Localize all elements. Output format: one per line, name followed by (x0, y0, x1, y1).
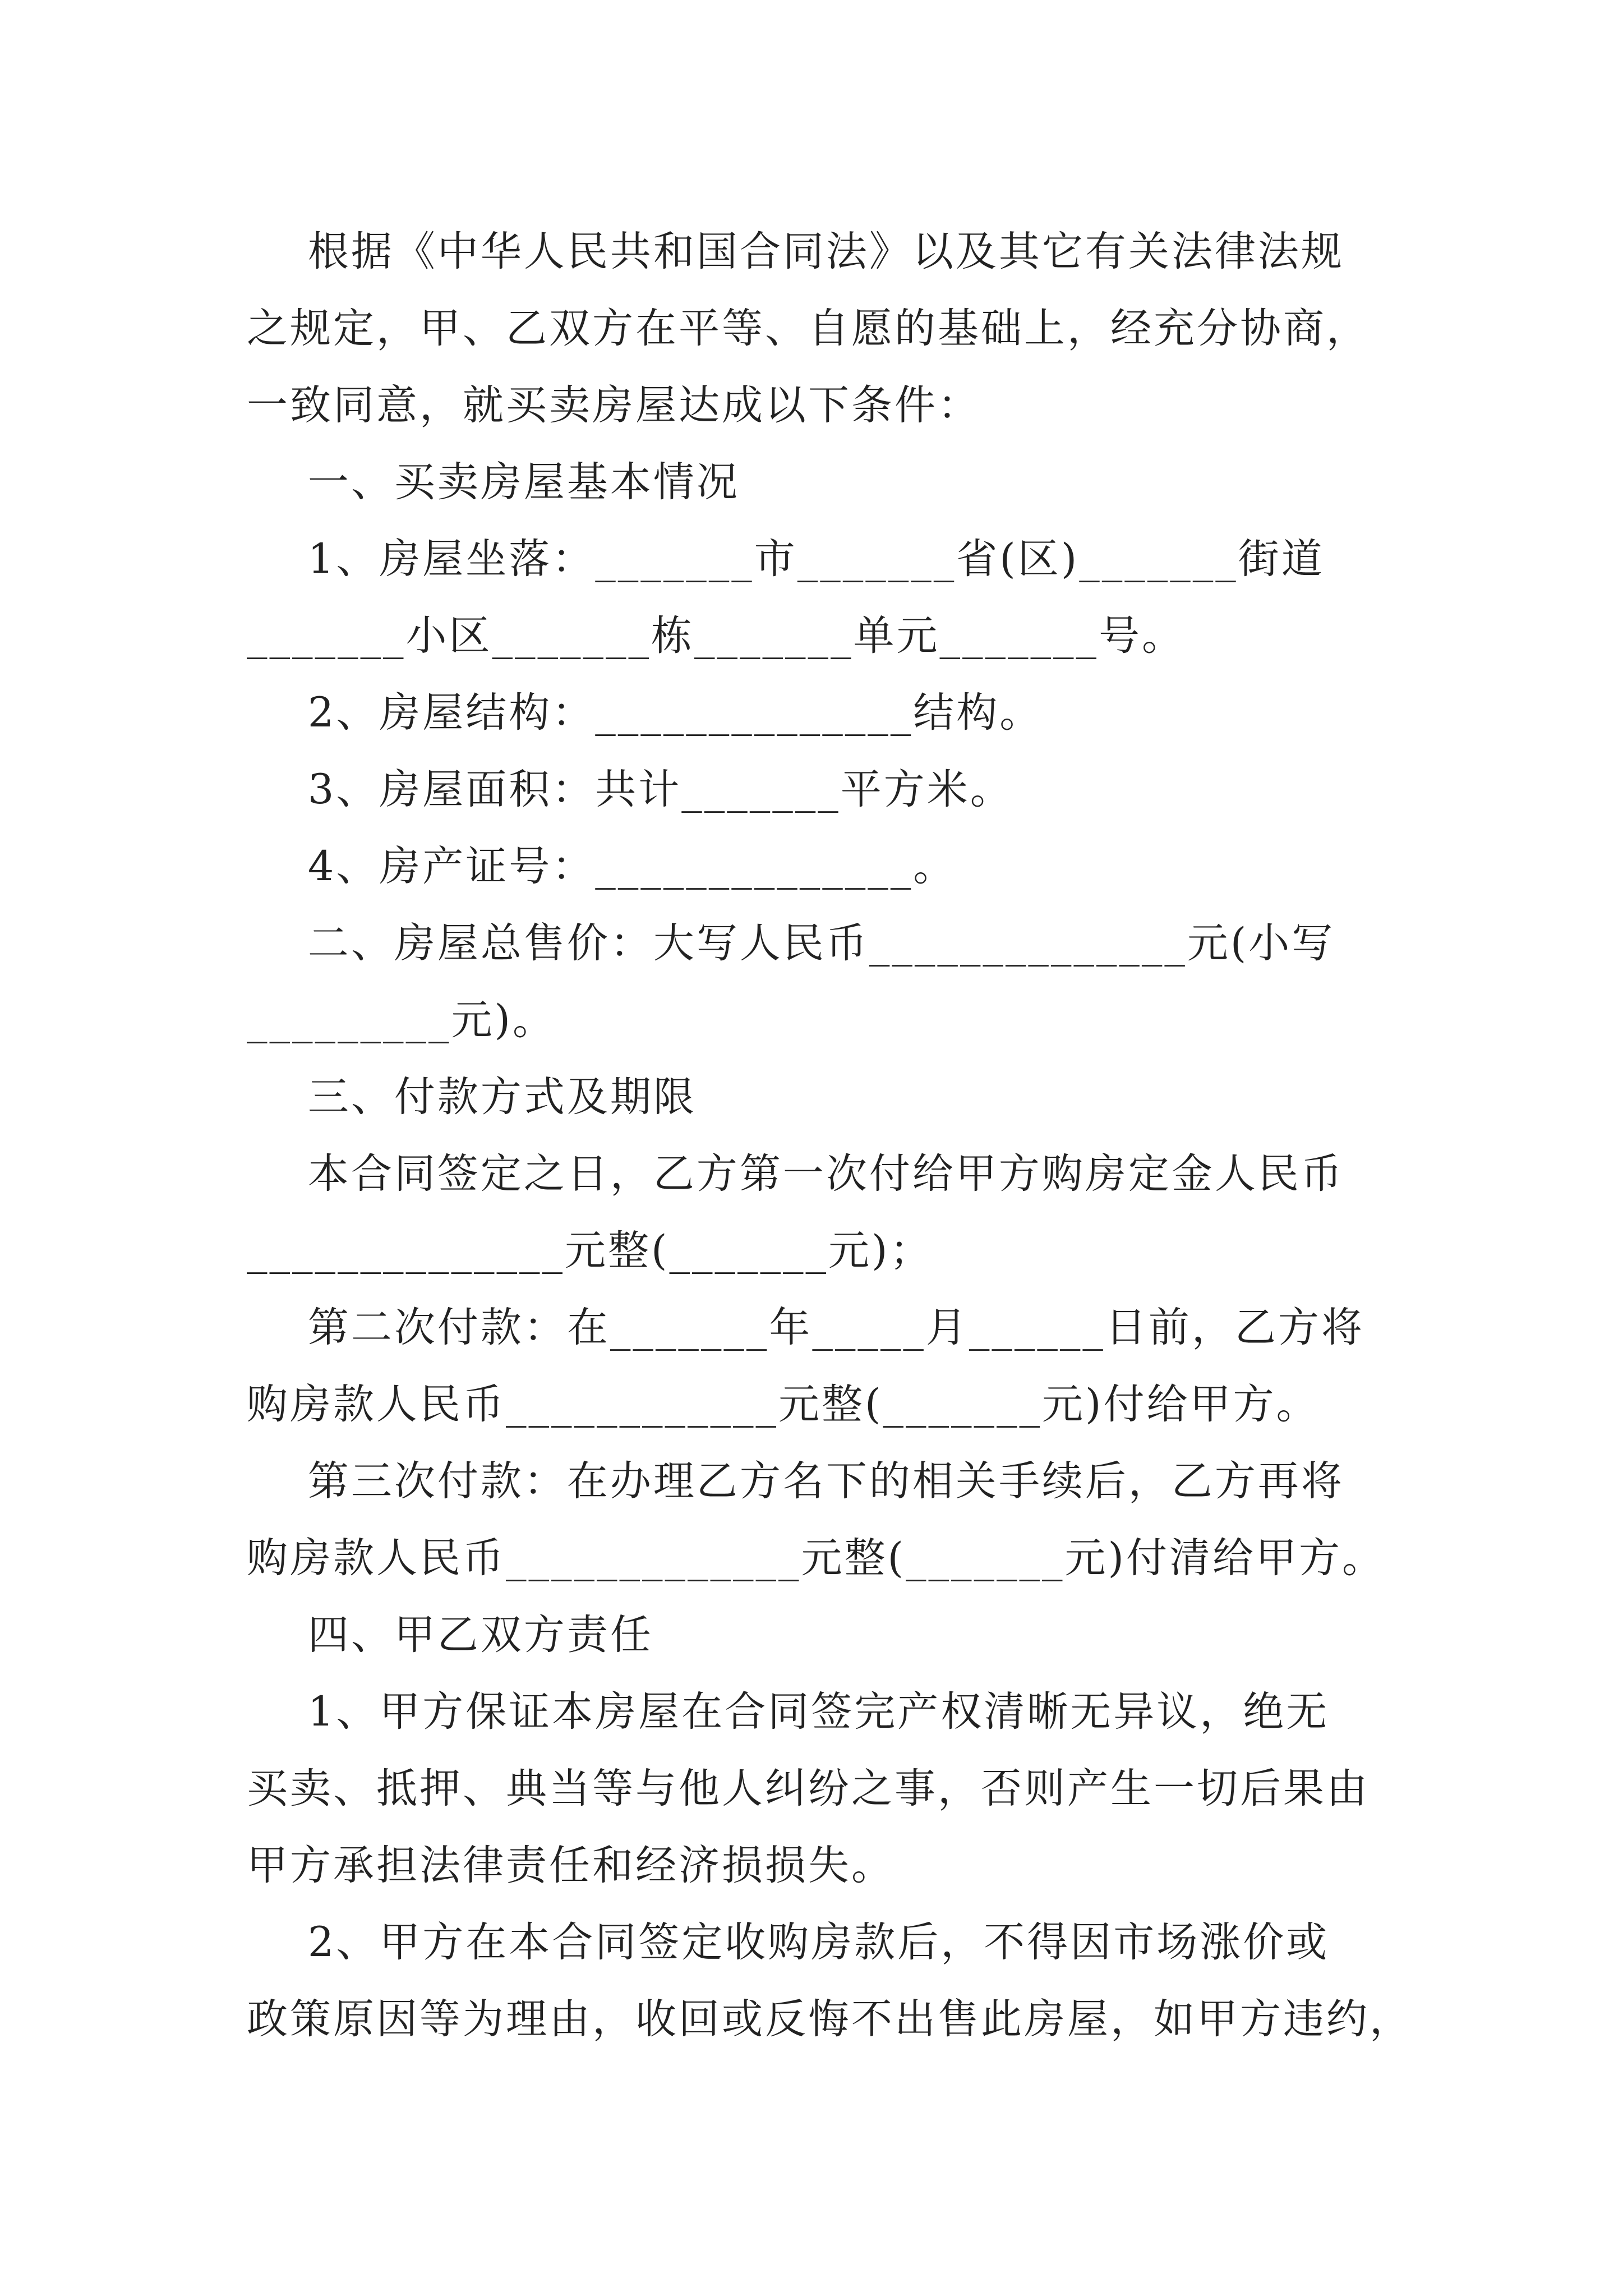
paragraph-line: 一致同意，就买卖房屋达成以下条件： (247, 381, 981, 429)
clause-line: 3、房屋面积：共计_______平方米。 (247, 766, 1013, 813)
clause-line: 第二次付款：在_______年_____月______日前，乙方将 (247, 1304, 1364, 1351)
clause-line: 第三次付款：在办理乙方名下的相关手续后，乙方再将 (247, 1457, 1344, 1505)
section-heading: 三、付款方式及期限 (247, 1073, 697, 1121)
paragraph-line: 根据《中华人民共和国合同法》以及其它有关法律法规 (247, 228, 1344, 275)
section-heading: 二、房屋总售价：大写人民币______________元(小写 (247, 919, 1335, 967)
clause-line: 2、房屋结构：______________结构。 (247, 689, 1043, 737)
clause-line: _______小区_______栋_______单元_______号。 (247, 612, 1185, 660)
clause-line: 4、房产证号：______________。 (247, 843, 957, 890)
paragraph-line: 之规定，甲、乙双方在平等、自愿的基础上，经充分协商， (247, 305, 1370, 352)
clause-line: 买卖、抵押、典当等与他人纠纷之事，否则产生一切后果由 (247, 1765, 1370, 1812)
document-body (247, 213, 1413, 2058)
clause-line: 1、房屋坐落：_______市_______省(区)_______街道 (247, 535, 1325, 583)
clause-line: 1、甲方保证本房屋在合同签完产权清晰无异议，绝无 (247, 1688, 1330, 1736)
clause-line: 购房款人民币_____________元整(_______元)付清给甲方。 (247, 1534, 1385, 1582)
section-heading: 四、甲乙双方责任 (247, 1611, 653, 1659)
clause-line: 政策原因等为理由，收回或反悔不出售此房屋，如甲方违约， (247, 1995, 1413, 2043)
clause-line: 购房款人民币____________元整(_______元)付给甲方。 (247, 1381, 1320, 1428)
clause-line: 2、甲方在本合同签定收购房款后，不得因市场涨价或 (247, 1918, 1330, 1966)
clause-line: _________元)。 (247, 996, 556, 1044)
section-heading: 一、买卖房屋基本情况 (247, 458, 740, 506)
clause-line: ______________元整(_______元)； (247, 1227, 933, 1274)
clause-line: 本合同签定之日，乙方第一次付给甲方购房定金人民币 (247, 1150, 1344, 1198)
clause-line: 甲方承担法律责任和经济损损失。 (247, 1842, 895, 1889)
